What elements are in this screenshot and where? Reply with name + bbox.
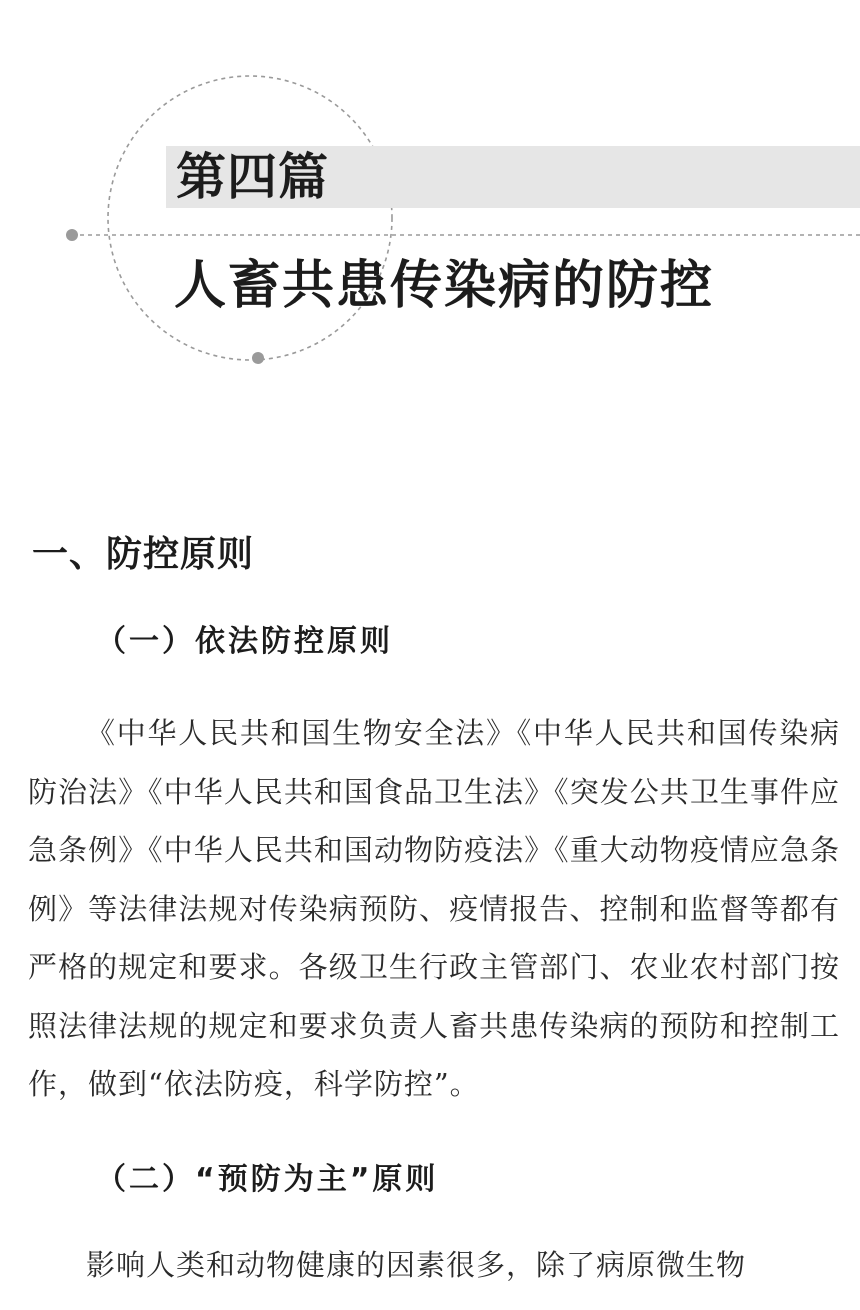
decorative-dot-left (66, 229, 78, 241)
title-decoration (0, 0, 860, 420)
part-label: 第四篇 (176, 148, 329, 206)
subsection-paragraph-2: 影响人类和动物健康的因素很多，除了病原微生物 (86, 1248, 747, 1282)
part-title: 人畜共患传染病的防控 (174, 256, 715, 316)
subsection-heading-2: （二）“预防为主”原则 (96, 1162, 439, 1197)
decorative-dot-bottom (252, 352, 264, 364)
section-heading: 一、防控原则 (32, 534, 255, 575)
subsection-heading-1: （一）依法防控原则 (96, 624, 393, 659)
subsection-paragraph-1: 《中华人民共和国生物安全法》《中华人民共和国传染病防治法》《中华人民共和国食品卫生法》《突发公共卫生事件应急条例》《中华人民共和国动物防疫法》《重大动物疫情应急条例》等法律法规对传染病预防、疫情报告、控制和监督等都有严格的规定和要求。各级卫生行政主管部门、农业农村部门按照法律法规的规定和要求负责人畜共患传染病的预防和控制工作，做到“依法防疫，科学防控”。 (28, 716, 840, 1101)
